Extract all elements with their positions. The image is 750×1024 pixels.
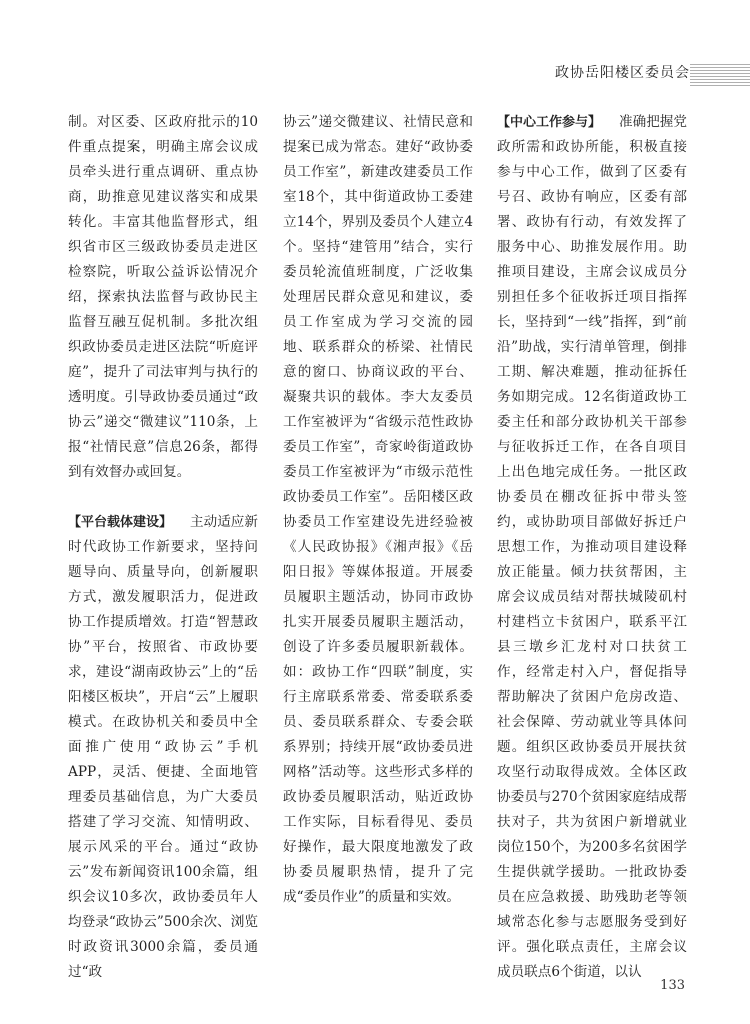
text-column-3	[497, 110, 687, 985]
paragraph-body: 主动适应新时代政协工作新要求，坚持问题导向、质量导向，创新履职方式，激发履职活力，促进政协工作提质增效。打造“智慧政协”平台，按照省、市政协要求，建设“湖南政协云”上的“岳阳楼区板块”，开启“云”上履职模式。在政协机关和委员中全面推广使用“政协云”手机APP，灵活、便捷、全面地管理委员基础信息，为广大委员搭建了学习交流、知情明政、展示风采的平台。通过“政协云”发布新闻资讯100余篇，组织会议10多次，政协委员年人均登录“政协云”500余次、浏览时政资讯3000余篇，委员通过“政	[68, 514, 258, 980]
text-column-2	[283, 110, 473, 910]
paragraph: 协云”递交微建议、社情民意和提案已成为常态。建好“政协委员工作室”，新建改建委员工作室18个，其中街道政协工委建立14个，界别及委员个人建立4个。坚持“建管用”结合，实行委员轮流值班制度，广泛收集处理居民群众意见和建议，委员工作室成为学习交流的园地、联系群众的桥梁、社情民意的窗口、协商议政的平台、凝聚共识的载体。李大友委员工作室被评为“省级示范性政协委员工作室”，奇家岭街道政协委员工作室被评为“市级示范性政协委员工作室”。岳阳楼区政协委员工作室建设先进经验被《人民政协报》《湘声报》《岳阳日报》等媒体报道。开展委员履职主题活动，协同市政协扎实开展委员履职主题活动，创设了许多委员履职新载体。如：政协工作“四联”制度，实行主席联系常委、常委联系委员、委员联系群众、专委会联系界别；持续开展“政协委员进网格”活动等。这些形式多样的政协委员履职活动，贴近政协工作实际，目标看得见、委员好操作，最大限度地激发了政协委员履职热情，提升了完成“委员作业”的质量和实效。	[283, 114, 473, 905]
header-stripe-decoration	[690, 64, 750, 86]
page-header	[0, 0, 750, 92]
text-column-1	[68, 110, 258, 985]
paragraph: 制。对区委、区政府批示的10件重点提案，明确主席会议成员牵头进行重点调研、重点协商，助推意见建议落实和成果转化。丰富其他监督形式，组织省市区三级政协委员走进区检察院，听取公益诉讼情况介绍，探索执法监督与政协民主监督互融互促机制。多批次组织政协委员走进区法院“听庭评庭”，提升了司法审判与执行的透明度。引导政协委员通过“政协云”递交“微建议”110条，上报“社情民意”信息26条，都得到有效督办或回复。	[68, 114, 258, 480]
running-header-title: 政协岳阳楼区委员会	[555, 65, 690, 81]
section-heading: 【中心工作参与】	[497, 115, 602, 130]
paragraph-body: 准确把握党政所需和政协所能，积极直接参与中心工作，做到了区委有号召、政协有响应，区委有部署、政协有行动，有效发挥了服务中心、助推发展作用。助推项目建设，主席会议成员分别担任多个征收拆迁项目指挥长，坚持到“一线”指挥，到“前沿”助战，实行清单管理，倒排工期、解决难题，推动征拆任务如期完成。12名街道政协工委主任和部分政协机关干部参与征收拆迁工作，在各自项目上出色地完成任务。一批区政协委员在棚改征拆中带头签约，或协助项目部做好拆迁户思想工作，为推动项目建设释放正能量。倾力扶贫帮困，主席会议成员结对帮扶城陵矶村村建档立卡贫困户，联系平江县三墩乡汇龙村对口扶贫工作，经常走村入户，督促指导帮助解决了贫困户危房改造、社会保障、劳动就业等具体问题。组织区政协委员开展扶贫攻坚行动取得成效。全体区政协委员与270个贫困家庭结成帮扶对子，共为贫困户新增就业岗位150个，为200多名贫困学生提供就学援助。一批政协委员在应急救援、助残助老等领域常态化参与志愿服务受到好评。强化联点责任，主席会议成员联点6个街道，以认	[497, 114, 687, 980]
section-heading: 【平台载体建设】	[68, 515, 173, 530]
page-number: 133	[660, 978, 685, 993]
paragraph-gap	[68, 485, 258, 510]
paragraph	[68, 510, 258, 985]
paragraph	[497, 110, 687, 985]
